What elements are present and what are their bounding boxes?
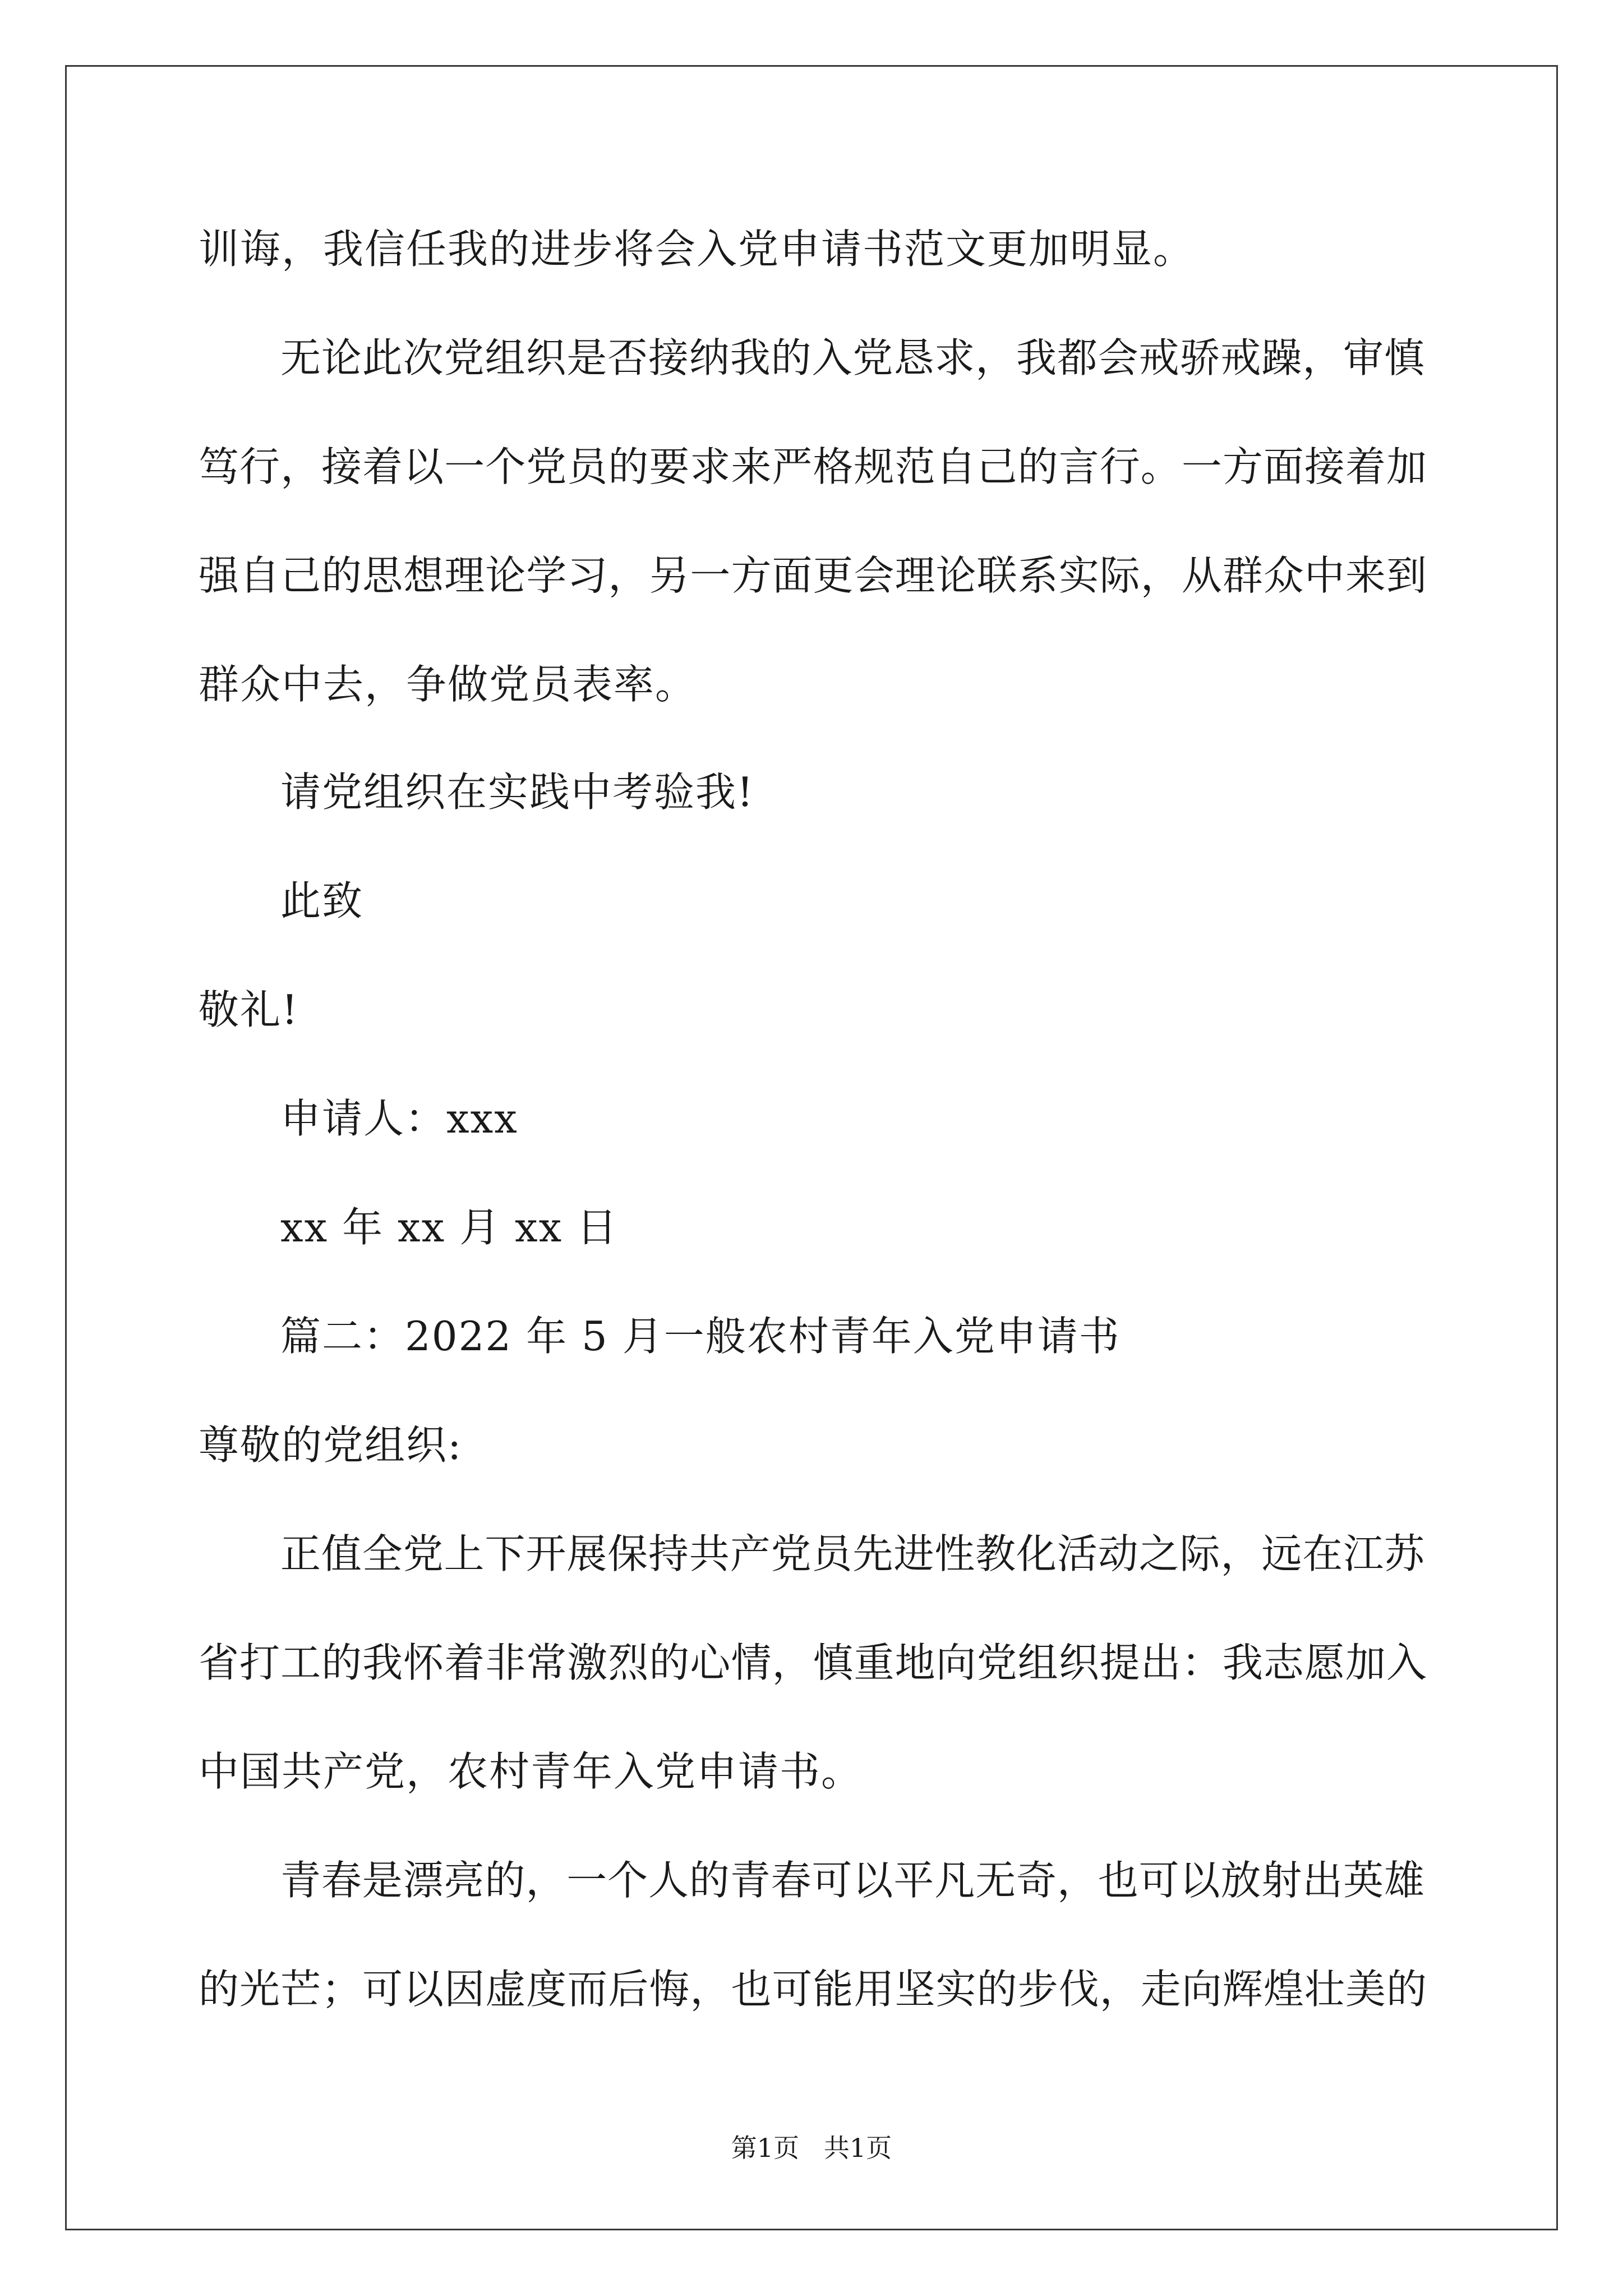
date-line: xx 年 xx 月 xx 日 (280, 1204, 619, 1251)
page-footer: 第1页 共1页 (731, 2133, 892, 2163)
text-line-15: 中国共产党，农村青年入党申请书。 (199, 1748, 863, 1795)
applicant-line: 申请人：xxx (280, 1095, 518, 1142)
text-line-16: 青春是漂亮的，一个人的青春可以平凡无奇，也可以放射出英雄 (280, 1857, 1424, 1904)
salutation-line: 此致 (280, 877, 364, 924)
text-line-1: 训诲，我信任我的进步将会入党申请书范文更加明显。 (199, 226, 1195, 273)
text-line-2: 无论此次党组织是否接纳我的入党恳求，我都会戒骄戒躁，审慎 (280, 334, 1424, 381)
section-heading: 篇二：2022 年 5 月一般农村青年入党申请书 (280, 1313, 1121, 1360)
addressee-line: 尊敬的党组织: (199, 1421, 463, 1469)
text-line-17: 的光芒；可以因虚度而后悔，也可能用坚实的步伐，走向辉煌壮美的 (199, 1966, 1427, 2013)
text-line-14: 省打工的我怀着非常激烈的心情，慎重地向党组织提出：我志愿加入 (199, 1639, 1427, 1686)
page-border (65, 65, 1558, 2230)
text-line-3: 笃行，接着以一个党员的要求来严格规范自己的言行。一方面接着加 (199, 443, 1427, 490)
text-line-4: 强自己的思想理论学习，另一方面更会理论联系实际，从群众中来到 (199, 552, 1427, 599)
text-line-13: 正值全党上下开展保持共产党员先进性教化活动之际，远在江苏 (280, 1530, 1424, 1577)
text-line-5: 群众中去，争做党员表率。 (199, 661, 697, 708)
closing-line: 敬礼! (199, 986, 299, 1033)
text-line-6: 请党组织在实践中考验我! (280, 769, 754, 816)
